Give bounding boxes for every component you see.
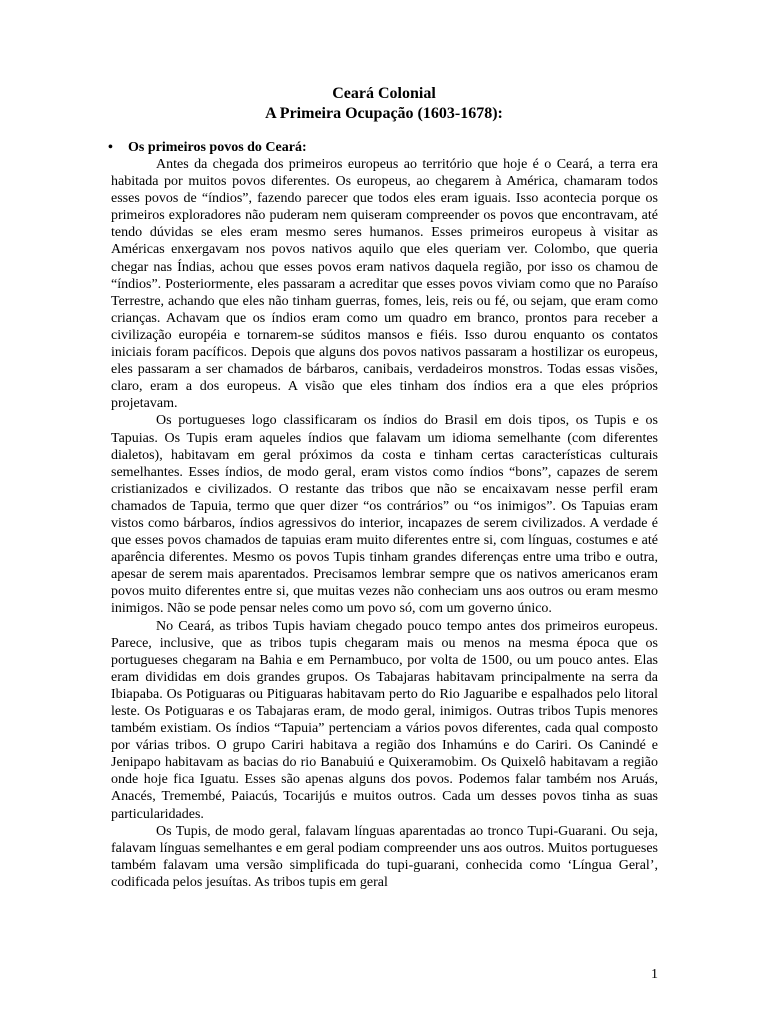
document-subtitle: A Primeira Ocupação (1603-1678): <box>265 105 503 122</box>
section-heading-text: Os primeiros povos do Ceará: <box>128 140 307 155</box>
document-title: Ceará Colonial <box>332 85 436 102</box>
bullet-icon: • <box>108 140 113 155</box>
paragraph: Antes da chegada dos primeiros europeus ao território que hoje é o Ceará, a terra era habitada por muitos povos diferentes. Os europeus, ao chegarem à América, chamaram todos esses povos de “índios”, fazendo parecer que todos eles eram iguais. Isso acontecia porque os primeiros exploradores não puderam nem quiseram compreender os povos que encontravam, até tendo dúvidas se eles eram mesmo seres humanos. Esses primeiros europeus à visitar as Américas enxergavam nos povos nativos aquilo que eles queriam ver. Colombo, que queria chegar nas Índias, achou que esses povos eram nativos daquela região, por isso os chamou de “índios”. Posteriormente, eles passaram a acreditar que esses povos viviam como que no Paraíso Terrestre, achando que eles não tinham guerras, fomes, leis, reis ou fé, ou sejam, que eram como crianças. Achavam que os índios eram como um quadro em branco, prontos para receber a civilização européia e tornarem-se súditos mansos e fiéis. Isso durou enquanto os contatos iniciais foram pacíficos. Depois que alguns dos povos nativos passaram a hostilizar os europeus, eles passaram a ser chamados de bárbaros, canibais, verdadeiros monstros. Todas essas visões, claro, eram a dos europeus. A visão que eles tinham dos índios era a que eles próprios projetavam. <box>111 157 658 412</box>
paragraph: No Ceará, as tribos Tupis haviam chegado pouco tempo antes dos primeiros europeus. Parece, inclusive, que as tribos tupis chegaram mais ou menos na mesma época que os portugueses chegaram na Bahia e em Pernambuco, por volta de 1500, ou um pouco antes. Elas eram divididas em dois grandes grupos. Os Tabajaras habitavam principalmente na serra da Ibiapaba. Os Potiguaras ou Pitiguaras habitavam perto do Rio Jaguaribe e espalhados pelo litoral leste. Os Potiguaras e os Tabajaras eram, de modo geral, inimigos. Outras tribos Tupis menores também existiam. Os índios “Tapuia” pertenciam a vários povos diferentes, cada qual composto por várias tribos. O grupo Cariri habitava a região dos Inhamúns e do Cariri. Os Canindé e Jenipapo habitavam as bacias do rio Banabuiú e Quixeramobim. Os Quixelô habitavam a região onde hoje fica Iguatu. Esses são apenas alguns dos povos. Podemos falar também nos Aruás, Anacés, Tremembé, Paiacús, Tocarijús e muitos outros. Cada um desses povos tinha as suas particularidades. <box>111 618 658 822</box>
document-body <box>111 156 658 891</box>
section-heading <box>108 139 307 157</box>
paragraph: Os Tupis, de modo geral, falavam línguas aparentadas ao tronco Tupi-Guarani. Ou seja, falavam línguas semelhantes e em geral podiam compreender uns aos outros. Muitos portugueses também falavam uma versão simplificada do tupi-guarani, conhecida como ‘Língua Geral’, codificada pelos jesuítas. As tribos tupis em geral <box>111 823 658 890</box>
paragraph: Os portugueses logo classificaram os índios do Brasil em dois tipos, os Tupis e os Tapuias. Os Tupis eram aqueles índios que falavam um idioma semelhante (com diferentes dialetos), habitavam em geral próximos da costa e tinham certas características culturais semelhantes. Esses índios, de modo geral, eram vistos como índios “bons”, capazes de serem cristianizados e civilizados. O restante das tribos que não se encaixavam nesse perfil eram chamados de Tapuia, termo que quer dizer “os contrários” ou “os inimigos”. Os Tapuias eram vistos como bárbaros, índios agressivos do interior, incapazes de serem civilizados. A verdade é que esses povos chamados de tapuias eram muito diferentes entre si, com línguas, costumes e até aparência diferentes. Mesmo os povos Tupis tinham grandes diferenças entre uma tribo e outra, apesar de serem mais aparentados. Precisamos lembrar sempre que os nativos americanos eram povos muito diferentes entre si, que muitas vezes não conheciam uns aos outros ou eram mesmo inimigos. Não se pode pensar neles como um povo só, com um governo único. <box>111 413 658 617</box>
page-number: 1 <box>651 967 658 982</box>
